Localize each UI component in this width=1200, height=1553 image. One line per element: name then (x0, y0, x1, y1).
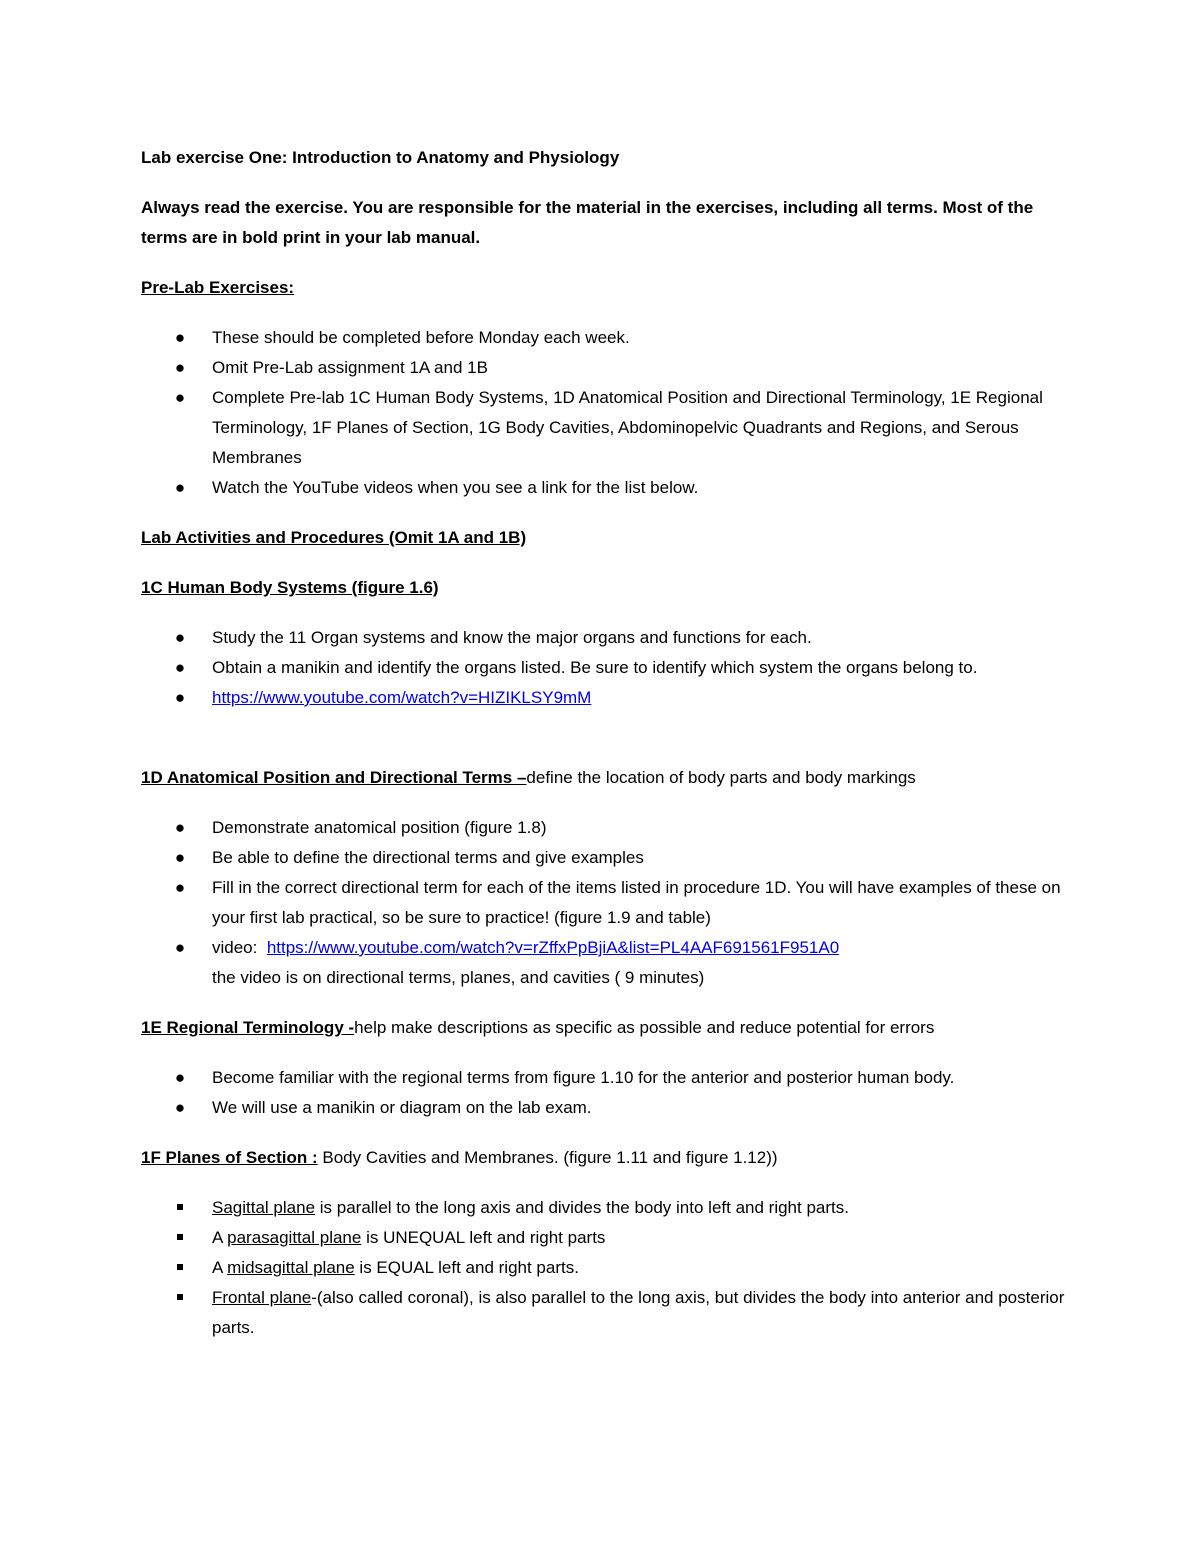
lab-activities-heading: Lab Activities and Procedures (Omit 1A and 1B) (141, 528, 527, 547)
section-1e-desc: help make descriptions as specific as possible and reduce potential for errors (354, 1018, 935, 1037)
page-title: Lab exercise One: Introduction to Anatomy and Physiology (141, 148, 620, 167)
list-item: ● Watch the YouTube videos when you see a link for the list below. (141, 473, 1071, 503)
list-item: ● Study the 11 Organ systems and know the major organs and functions for each. (141, 623, 1071, 653)
list-item: ● These should be completed before Monday each week. (141, 323, 1071, 353)
square-bullet-icon (173, 1283, 187, 1313)
bullet-icon: ● (174, 388, 186, 407)
prelab-heading: Pre-Lab Exercises: (141, 278, 295, 297)
bullet-icon: ● (174, 818, 186, 837)
list-item: ● Become familiar with the regional terms from figure 1.10 for the anterior and posterior human body. (141, 1063, 1071, 1093)
list-item: ● Demonstrate anatomical position (figure 1.8) (141, 813, 1071, 843)
list-item: Frontal plane-(also called coronal), is also parallel to the long axis, but divides the body into anterior and posterior parts. (141, 1283, 1071, 1343)
section-1e-heading-line (141, 1013, 1071, 1043)
list-item: A midsagittal plane is EQUAL left and right parts. (141, 1253, 1071, 1283)
bullet-icon: ● (174, 358, 186, 377)
bullet-icon: ● (174, 478, 186, 497)
list-item: ● Omit Pre-Lab assignment 1A and 1B (141, 353, 1071, 383)
section-1d-heading-line (141, 763, 1071, 793)
square-bullet-icon (173, 1193, 187, 1223)
list-item: ● Fill in the correct directional term for each of the items listed in procedure 1D. You will have examples of these on your first lab practical, so be sure to practice! (figure 1.9 and table) (141, 873, 1071, 933)
section-1d-desc: define the location of body parts and body markings (526, 768, 916, 787)
list-item: Sagittal plane is parallel to the long axis and divides the body into left and right parts. (141, 1193, 1071, 1223)
bullet-icon: ● (174, 328, 186, 347)
section-1c-heading: 1C Human Body Systems (figure 1.6) (141, 578, 439, 597)
section-1f-list (141, 1193, 1071, 1343)
bullet-icon: ● (174, 878, 186, 897)
section-1f-heading-line (141, 1143, 1071, 1173)
square-bullet-icon (173, 1223, 187, 1253)
section-1f-desc: Body Cavities and Membranes. (figure 1.11 and figure 1.12)) (317, 1148, 778, 1167)
square-bullet-icon (173, 1253, 187, 1283)
bullet-icon: ● (174, 688, 186, 707)
list-item: ● We will use a manikin or diagram on the lab exam. (141, 1093, 1071, 1123)
prelab-list (141, 323, 1071, 503)
list-item: A parasagittal plane is UNEQUAL left and right parts (141, 1223, 1071, 1253)
term: midsagittal plane (227, 1258, 355, 1277)
video-label: video: (212, 938, 258, 957)
section-1e-list (141, 1063, 1071, 1123)
list-item (141, 683, 1071, 713)
list-item: ● Complete Pre-lab 1C Human Body Systems, 1D Anatomical Position and Directional Terminology, 1E Regional Terminology, 1F Planes of Section, 1G Body Cavities, Abdominopelvic Quadrants and Regions, and Serous Membranes (141, 383, 1071, 473)
bullet-icon: ● (174, 938, 186, 957)
bullet-icon: ● (174, 658, 186, 677)
section-1c-list (141, 623, 1071, 713)
bullet-icon: ● (174, 1068, 186, 1087)
term: Frontal plane (212, 1288, 312, 1307)
intro-paragraph: Always read the exercise. You are responsible for the material in the exercises, including all terms. Most of the terms are in bold print in your lab manual. (141, 198, 1034, 247)
bullet-icon: ● (174, 848, 186, 867)
youtube-link-1d[interactable]: https://www.youtube.com/watch?v=rZffxPpBjiA&list=PL4AAF691561F951A0 (266, 938, 840, 957)
term: parasagittal plane (227, 1228, 362, 1247)
bullet-icon: ● (174, 1098, 186, 1117)
video-description: the video is on directional terms, planes, and cavities ( 9 minutes) (212, 968, 705, 987)
youtube-link-1c[interactable]: https://www.youtube.com/watch?v=HIZIKLSY9mM (212, 688, 592, 707)
list-item: ● Be able to define the directional terms and give examples (141, 843, 1071, 873)
section-1f-heading: 1F Planes of Section : (141, 1148, 318, 1167)
section-1d-list (141, 813, 1071, 993)
term: Sagittal plane (212, 1198, 316, 1217)
document-content (141, 143, 1071, 1343)
section-1d-heading: 1D Anatomical Position and Directional Terms – (141, 768, 527, 787)
bullet-icon: ● (174, 628, 186, 647)
list-item (141, 933, 1071, 993)
section-1e-heading: 1E Regional Terminology - (141, 1018, 355, 1037)
list-item: ● Obtain a manikin and identify the organs listed. Be sure to identify which system the organs belong to. (141, 653, 1071, 683)
